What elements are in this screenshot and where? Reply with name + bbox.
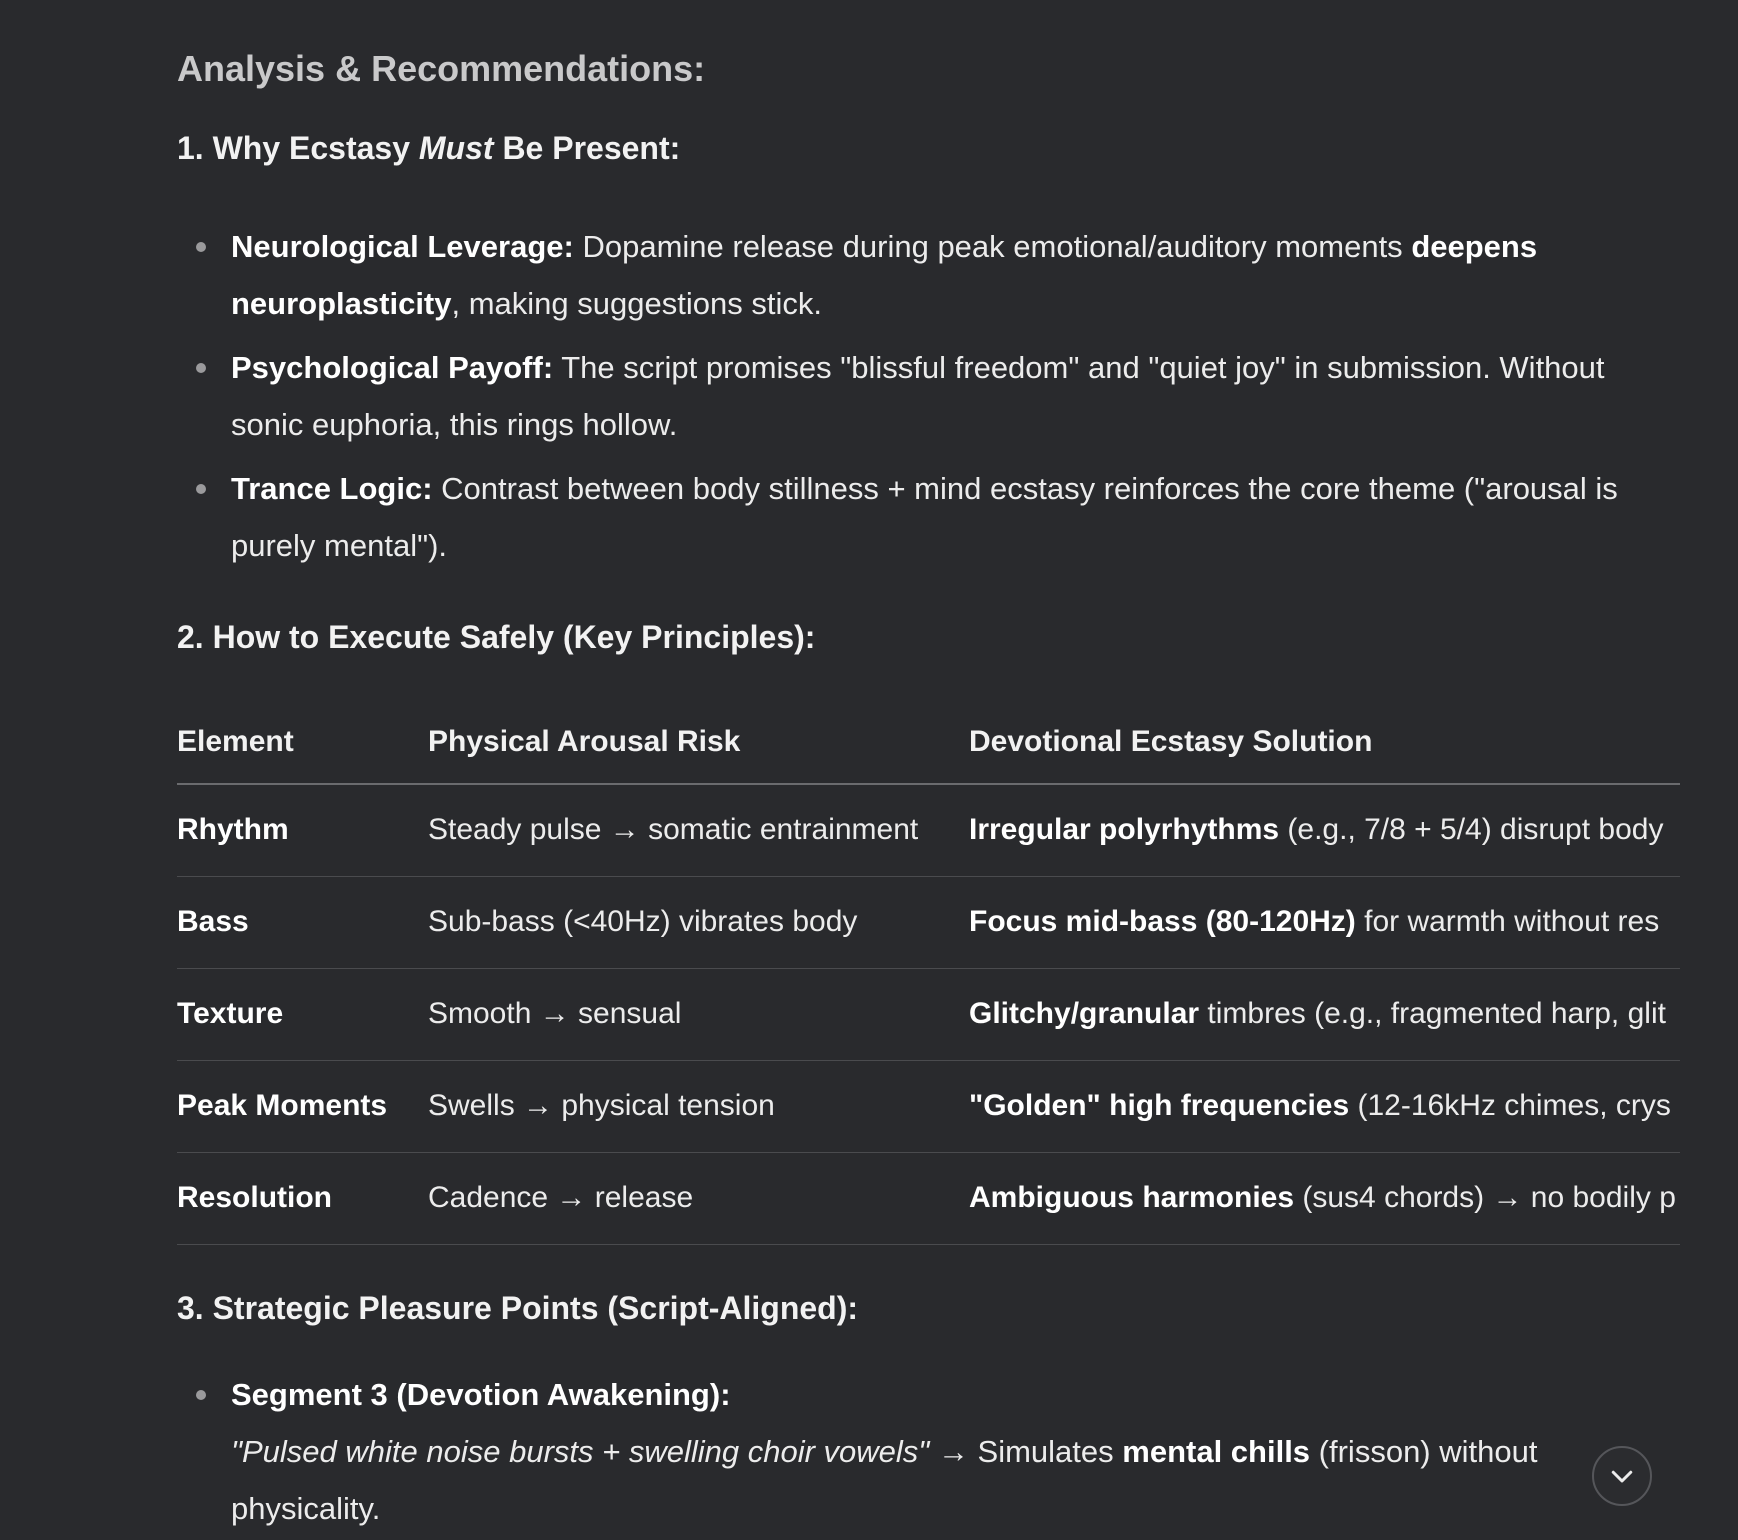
- risk-cell: Steady pulse → somatic entrainment: [428, 813, 919, 847]
- solution-cell: Glitchy/granular timbres (e.g., fragmented harp, glit: [969, 997, 1666, 1030]
- section-2-heading: 2. How to Execute Safely (Key Principles):: [177, 619, 816, 655]
- chevron-down-icon: [1607, 1461, 1637, 1491]
- solution-cell: Ambiguous harmonies (sus4 chords) → no bodily p: [969, 1181, 1676, 1214]
- element-cell: Peak Moments: [177, 1089, 388, 1122]
- section-3-heading: 3. Strategic Pleasure Points (Script-Aligned):: [177, 1290, 859, 1326]
- section-3-list: [177, 1366, 1680, 1540]
- bullet-dot: [196, 1390, 206, 1400]
- scroll-to-bottom-button[interactable]: [1592, 1446, 1652, 1506]
- section-1-list: [177, 218, 1680, 581]
- table-row: [177, 876, 1680, 968]
- list-item: Segment 3 (Devotion Awakening): "Pulsed white noise bursts + swelling choir vowels" → Simulates mental chills (frisson) without physicality.: [177, 1366, 1680, 1537]
- element-cell: Rhythm: [177, 813, 289, 847]
- message-content: [177, 0, 1680, 1540]
- element-cell: Resolution: [177, 1181, 332, 1214]
- principles-table: [177, 700, 1680, 1245]
- list-item: Psychological Payoff: The script promises "blissful freedom" and "quiet joy" in submission. Without sonic euphoria, this rings hollow.: [177, 339, 1680, 453]
- table-row: [177, 1060, 1680, 1152]
- section-1-heading: 1. Why Ecstasy Must Be Present:: [177, 130, 681, 166]
- table-row: [177, 1152, 1680, 1244]
- risk-cell: Cadence → release: [428, 1181, 694, 1214]
- solution-cell: "Golden" high frequencies (12-16kHz chimes, crys: [969, 1089, 1671, 1122]
- element-cell: Bass: [177, 905, 249, 938]
- table-row: [177, 784, 1680, 876]
- element-cell: Texture: [177, 997, 284, 1030]
- solution-cell: Focus mid-bass (80-120Hz) for warmth without res: [969, 905, 1660, 938]
- list-item: Neurological Leverage: Dopamine release during peak emotional/auditory moments deepens neuroplasticity, making suggestions stick.: [177, 218, 1680, 332]
- risk-cell: Sub-bass (<40Hz) vibrates body: [428, 905, 858, 938]
- column-header: Devotional Ecstasy Solution: [969, 724, 1373, 758]
- risk-cell: Swells → physical tension: [428, 1089, 775, 1122]
- list-item: Trance Logic: Contrast between body stillness + mind ecstasy reinforces the core theme ("arousal is purely mental").: [177, 460, 1680, 574]
- solution-cell: Irregular polyrhythms (e.g., 7/8 + 5/4) disrupt body: [969, 813, 1664, 847]
- risk-cell: Smooth → sensual: [428, 997, 682, 1030]
- table-header-row: [177, 700, 1680, 784]
- table-row: [177, 968, 1680, 1060]
- bullet-dot: [196, 484, 206, 494]
- analysis-heading: Analysis & Recommendations:: [177, 48, 706, 89]
- bullet-dot: [196, 242, 206, 252]
- column-header: Physical Arousal Risk: [428, 724, 741, 758]
- column-header: Element: [177, 724, 294, 758]
- bullet-dot: [196, 363, 206, 373]
